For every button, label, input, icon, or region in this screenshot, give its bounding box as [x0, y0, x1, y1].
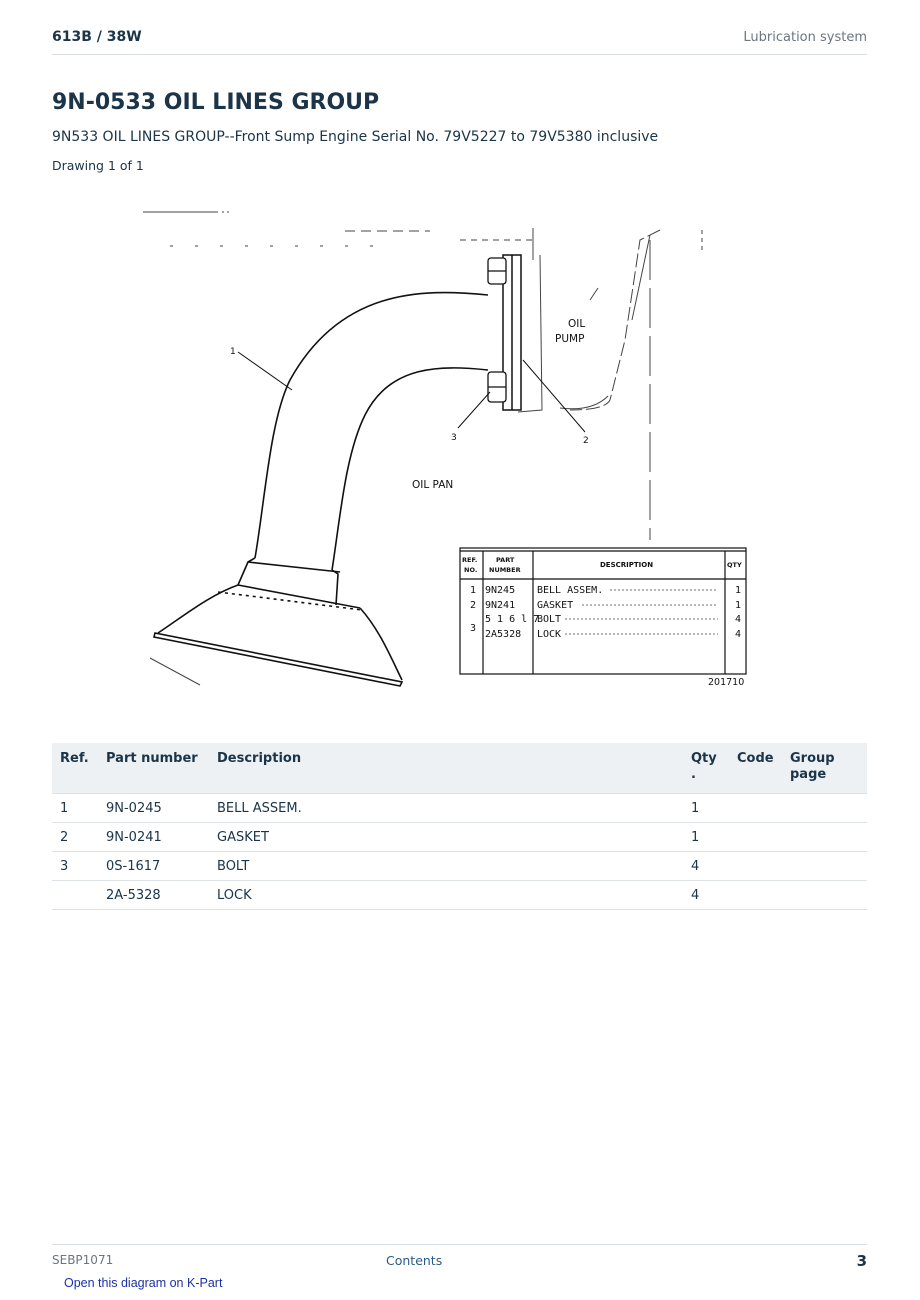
section-label: Lubrication system: [743, 30, 867, 45]
cell-description: BOLT: [209, 852, 683, 881]
inset-row-qty: 4: [735, 614, 742, 625]
cell-qty: 1: [683, 794, 729, 823]
oil-pump-label-2: PUMP: [555, 333, 585, 345]
page-number: 3: [856, 1252, 867, 1270]
inset-row-qty: 4: [735, 629, 742, 640]
cell-ref: [52, 881, 98, 910]
contents-link[interactable]: Contents: [386, 1253, 443, 1268]
col-group-page-line1: Group: [790, 751, 835, 766]
col-description: Description: [209, 743, 683, 794]
inset-head-part-2: NUMBER: [489, 566, 521, 574]
table-row: [52, 794, 867, 823]
cell-code: [729, 823, 782, 852]
col-group-page-line2: page: [790, 767, 827, 782]
parts-table-header: [52, 743, 867, 794]
diagram-drawing: [140, 200, 760, 700]
cell-code: [729, 881, 782, 910]
cell-code: [729, 794, 782, 823]
inset-row-ref: 3: [470, 623, 477, 634]
cell-group-page: [782, 823, 867, 852]
doc-code: SEBP1071: [52, 1253, 114, 1267]
background-lines: [143, 212, 702, 685]
inset-head-ref-1: REF.: [462, 556, 478, 564]
cell-part-number: 9N-0245: [98, 794, 209, 823]
cell-part-number: 0S-1617: [98, 852, 209, 881]
col-group-page: [782, 743, 867, 794]
cell-ref: 2: [52, 823, 98, 852]
inset-row-part: 2A5328: [485, 629, 522, 640]
oil-pump-label-1: OIL: [568, 318, 586, 330]
cell-ref: 1: [52, 794, 98, 823]
table-row: [52, 852, 867, 881]
cell-ref: 3: [52, 852, 98, 881]
inset-row-desc: LOCK: [537, 629, 562, 640]
cell-part-number: 2A-5328: [98, 881, 209, 910]
cell-description: LOCK: [209, 881, 683, 910]
callout-3: 3: [451, 433, 457, 443]
page-title: 9N-0533 OIL LINES GROUP: [52, 90, 380, 115]
page-subtitle: 9N533 OIL LINES GROUP--Front Sump Engine Serial No. 79V5227 to 79V5380 inclusive: [52, 129, 659, 145]
suction-bell: [154, 585, 402, 686]
inset-row-qty: 1: [735, 600, 742, 611]
parts-table: [52, 743, 867, 910]
cell-description: BELL ASSEM.: [209, 794, 683, 823]
inset-head-ref-2: NO.: [464, 566, 478, 574]
cell-qty: 4: [683, 881, 729, 910]
inset-head-desc: DESCRIPTION: [600, 561, 654, 569]
callout-1: 1: [230, 347, 236, 357]
leader-lines: [238, 352, 585, 432]
oil-pan-label: OIL PAN: [412, 479, 454, 491]
cell-part-number: 9N-0241: [98, 823, 209, 852]
cell-description: GASKET: [209, 823, 683, 852]
inset-row-desc: GASKET: [537, 600, 574, 611]
inset-parts-table: [460, 548, 746, 674]
inset-row-desc: BELL ASSEM.: [537, 585, 604, 596]
col-qty: [683, 743, 729, 794]
table-row: [52, 823, 867, 852]
cell-group-page: [782, 852, 867, 881]
model-label: 613B / 38W: [52, 29, 142, 45]
table-row: [52, 881, 867, 910]
cell-group-page: [782, 794, 867, 823]
cell-qty: 4: [683, 852, 729, 881]
inset-head-part-1: PART: [496, 556, 515, 564]
col-part-number: Part number: [98, 743, 209, 794]
open-diagram-kpart-link[interactable]: Open this diagram on K-Part: [64, 1276, 223, 1290]
page-header: [52, 28, 867, 55]
oil-tube: [238, 293, 488, 605]
drawing-count: Drawing 1 of 1: [52, 158, 144, 173]
callout-2: 2: [583, 436, 589, 446]
col-qty-line2: .: [691, 767, 696, 782]
parts-diagram: [140, 200, 760, 700]
cell-code: [729, 852, 782, 881]
inset-row-part: 9N241: [485, 600, 516, 611]
cell-group-page: [782, 881, 867, 910]
col-code: Code: [729, 743, 782, 794]
inset-row-part: 5 1 6 l 7: [485, 614, 540, 625]
inset-row-part: 9N245: [485, 585, 516, 596]
inset-row-desc: BOLT: [537, 614, 562, 625]
inset-row-ref: 2: [470, 600, 477, 611]
inset-row-ref: 1: [470, 585, 477, 596]
drawing-number: 201710: [708, 677, 745, 688]
col-qty-line1: Qty: [691, 751, 717, 766]
inset-head-qty: QTY: [727, 561, 742, 569]
inset-row-qty: 1: [735, 585, 742, 596]
page-footer: [52, 1244, 867, 1275]
cell-qty: 1: [683, 823, 729, 852]
col-ref: Ref.: [52, 743, 98, 794]
